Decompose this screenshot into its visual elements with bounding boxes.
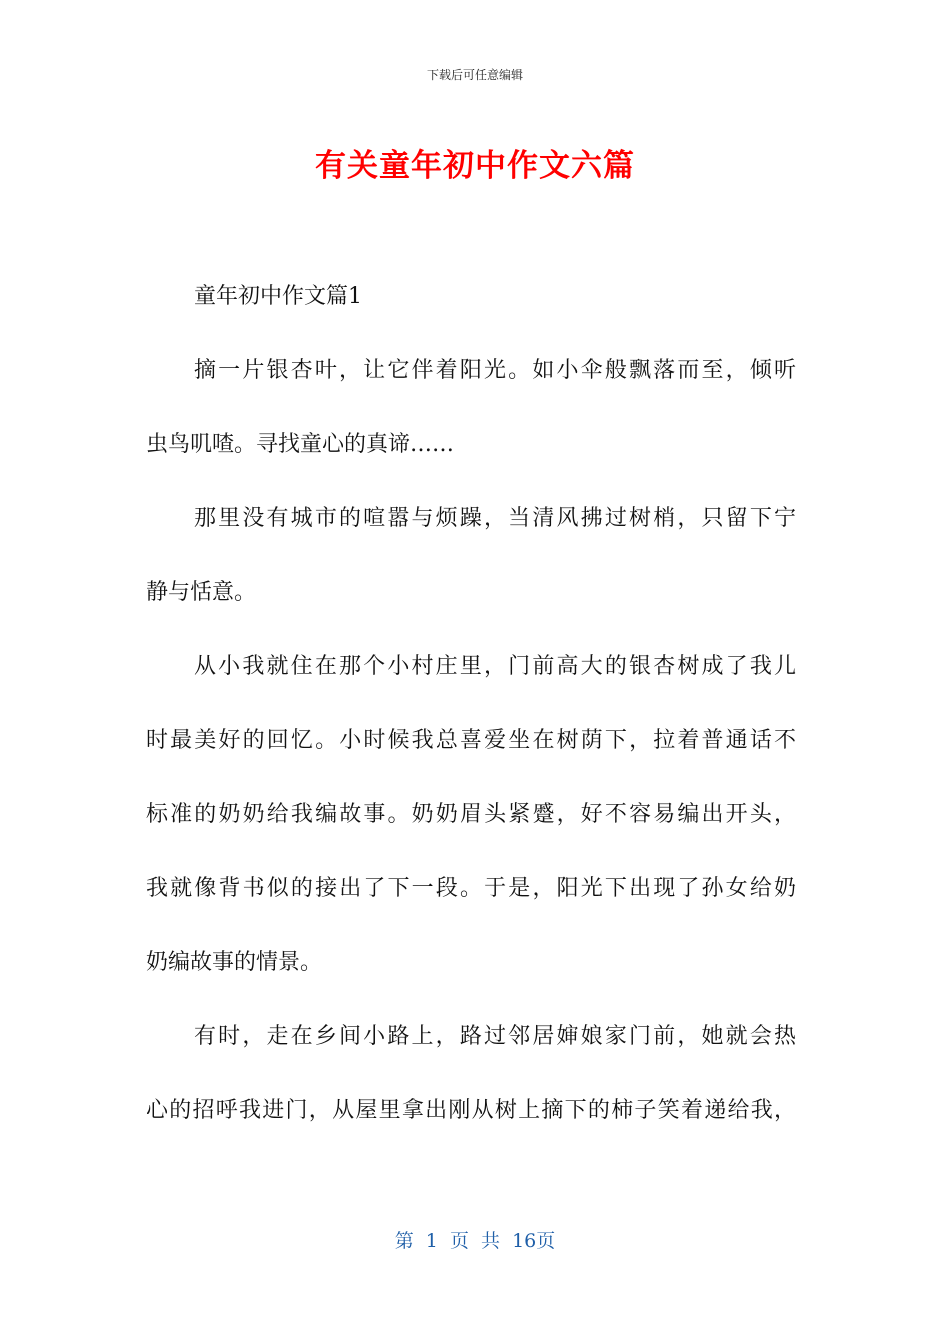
footer-page-number: 1 bbox=[425, 1230, 438, 1252]
document-title: 有关童年初中作文六篇 bbox=[315, 148, 635, 184]
paragraph-line: 那里没有城市的喧嚣与烦躁，当清风拂过树梢，只留下宁 bbox=[194, 506, 796, 531]
paragraph-line: 有时，走在乡间小路上，路过邻居婶娘家门前，她就会热 bbox=[194, 1024, 796, 1049]
paragraph-line: 从小我就住在那个小村庄里，门前高大的银杏树成了我儿 bbox=[194, 654, 796, 679]
footer-total-label: 共 bbox=[481, 1230, 501, 1252]
paragraph-line: 静与恬意。 bbox=[146, 580, 257, 605]
paragraph-line: 时最美好的回忆。小时候我总喜爱坐在树荫下，拉着普通话不 bbox=[146, 728, 796, 753]
paragraph-line: 标准的奶奶给我编故事。奶奶眉头紧蹙，好不容易编出开头， bbox=[146, 802, 796, 827]
footer-prefix: 第 bbox=[394, 1230, 414, 1252]
footer-page-label: 页 bbox=[449, 1230, 469, 1252]
paragraph-line: 奶编故事的情景。 bbox=[146, 950, 323, 975]
page-footer bbox=[0, 1226, 950, 1253]
paragraph-line: 心的招呼我进门，从屋里拿出刚从树上摘下的柿子笑着递给我， bbox=[146, 1098, 796, 1123]
paragraph-line: 我就像背书似的接出了下一段。于是，阳光下出现了孙女给奶 bbox=[146, 876, 796, 901]
paragraph-line: 虫鸟叽喳。寻找童心的真谛…… bbox=[146, 432, 455, 457]
section-heading: 童年初中作文篇1 bbox=[194, 284, 362, 309]
header-note: 下载后可任意编辑 bbox=[426, 68, 523, 82]
paragraph-line: 摘一片银杏叶，让它伴着阳光。如小伞般飘落而至，倾听 bbox=[194, 358, 796, 383]
footer-total-pages: 16页 bbox=[512, 1230, 556, 1252]
document-body bbox=[146, 278, 796, 1129]
